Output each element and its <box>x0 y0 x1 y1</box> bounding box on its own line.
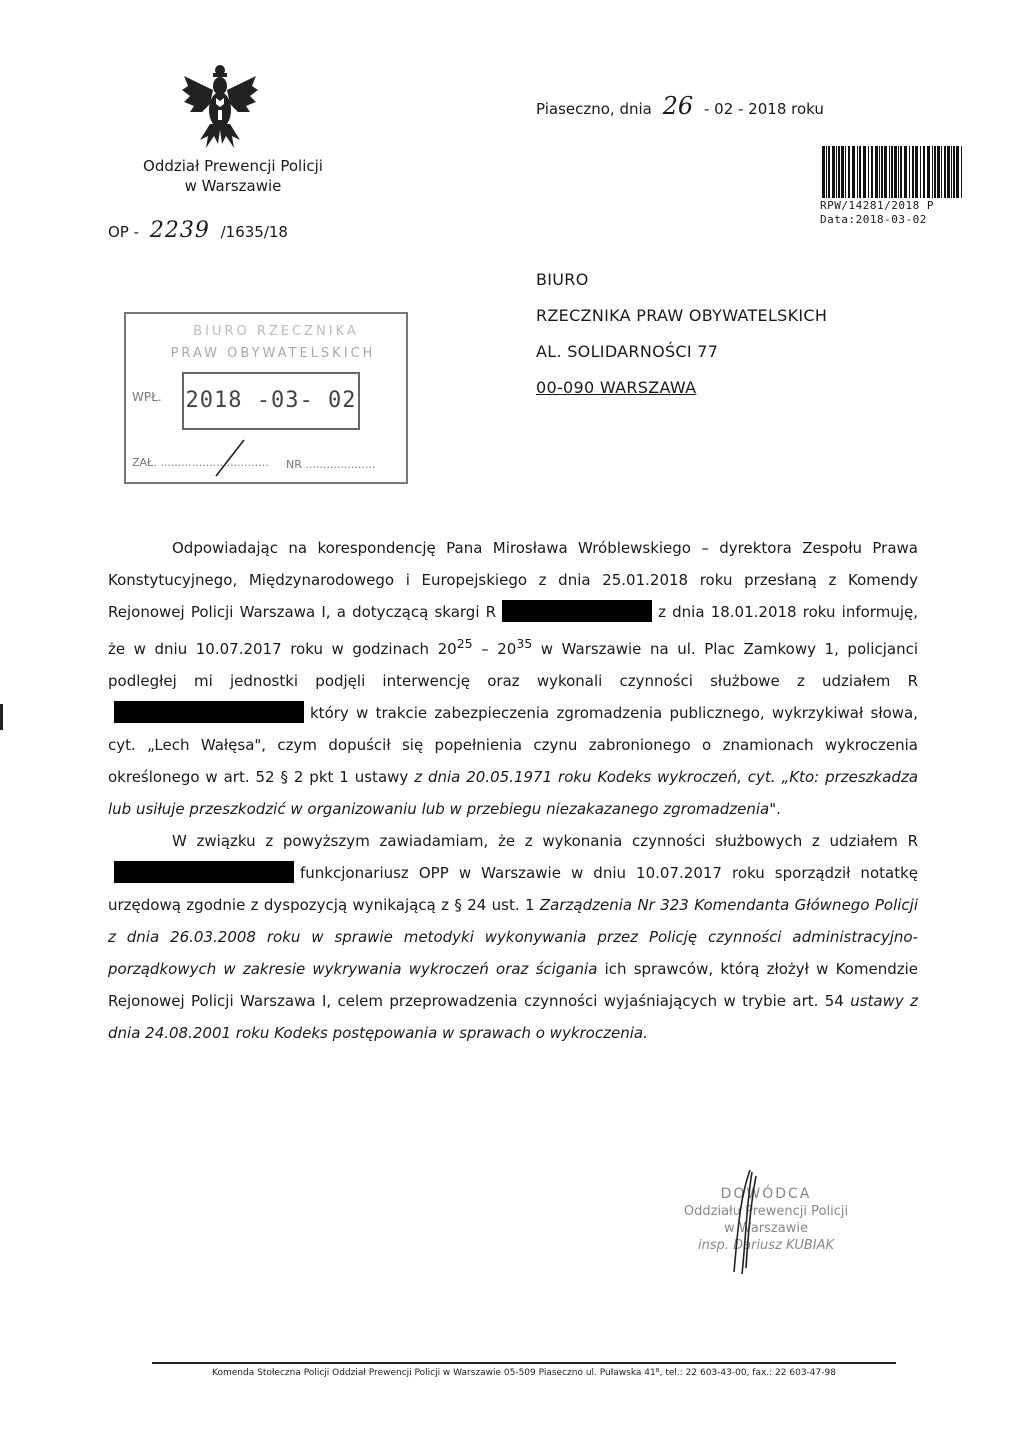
letter-body <box>108 532 918 1049</box>
date-suffix: - 02 - 2018 roku <box>703 100 824 118</box>
sender-name: Oddział Prewencji Policji <box>143 157 323 175</box>
date-handwritten-day: 26 <box>662 92 694 120</box>
stamp-pen-stroke <box>126 314 406 482</box>
signature-title: DOWÓDCA <box>720 1186 812 1202</box>
sender-city: w Warszawie <box>184 177 282 195</box>
date-prefix: Piaseczno, dnia <box>536 100 652 118</box>
barcode-number: RPW/14281/2018 P <box>820 199 934 212</box>
signature-city: w Warszawie <box>724 1221 808 1236</box>
barcode <box>820 146 966 198</box>
footer-divider <box>152 1362 896 1364</box>
signature-unit: Oddziału Prewencji Policji <box>683 1204 849 1219</box>
stamp-wpl-label: WPŁ. <box>132 390 162 404</box>
ref-suffix: /1635/18 <box>220 223 288 241</box>
recipient-address <box>536 262 827 406</box>
recipient-line-4: 00-090 WARSZAWA <box>536 378 697 397</box>
signature-block <box>676 1186 856 1254</box>
scan-margin-mark <box>0 704 3 730</box>
barcode-date: Data:2018-03-02 <box>820 213 927 226</box>
recipient-line-3: AL. SOLIDARNOŚCI 77 <box>536 342 719 361</box>
redaction-bar <box>114 861 294 883</box>
stamp-nr-label: NR .................... <box>286 458 376 471</box>
paragraph-1: Odpowiadając na korespondencję Pana Mirosława Wróblewskiego – dyrektora Zespołu Prawa Konstytucyjnego, Międzynarodowego i Europejskiego z dnia 25.01.2018 roku przesłaną z Komendy Rejonowej Policji Warszawa I, a dotyczącą skargi R z dnia 18.01.2018 roku informuję, że w dniu 10.07.2017 roku w godzinach $20^{25} - 20^{35}$ w Warszawie na ul. Plac Zamkowy 1, policjanci podległej mi jednostki podjęli interwencję oraz wykonali czynności służbowe z udziałem Rktóry w trakcie zabezpieczenia zgromadzenia publicznego, wykrzykiwał słowa, cyt. „Lech Wałęsa", czym dopuścił się popełnienia czynu zabronionego o znamionach wykroczenia określonego w art. 52 § 2 pkt 1 ustawy z dnia 20.05.1971 roku Kodeks wykroczeń, cyt. „Kto: przeszkadza lub usiłuje przeszkodzić w organizowaniu lub w przebiegu niezakazanego zgromadzenia". <box>108 539 919 818</box>
handwritten-signature <box>720 1168 780 1278</box>
ref-prefix: OP - <box>108 223 140 241</box>
redaction-bar <box>114 701 304 723</box>
barcode-caption <box>820 199 934 227</box>
recipient-line-1: BIURO <box>536 270 589 289</box>
polish-eagle-emblem <box>180 64 260 154</box>
stamp-line-2: PRAW OBYWATELSKICH <box>170 346 376 361</box>
reference-number <box>108 218 288 243</box>
footer-address: Komenda Stołeczna Policji Oddział Prewencji Policji w Warszawie 05-509 Piaseczno ul. Puławska 41ᴮ, tel.: 22 603-43-00, fax.: 22 603-47-98 <box>212 1368 836 1378</box>
signature-name: insp. Dariusz KUBIAK <box>697 1238 835 1253</box>
date-line <box>536 92 824 120</box>
stamp-line-1: BIURO RZECZNIKA <box>193 324 359 339</box>
paragraph-2: W związku z powyższym zawiadamiam, że z wykonania czynności służbowych z udziałem Rfunkcjonariusz OPP w Warszawie w dniu 10.07.2017 roku sporządził notatkę urzędową zgodnie z dyspozycją wynikającą z § 24 ust. 1 Zarządzenia Nr 323 Komendanta Głównego Policji z dnia 26.03.2008 roku w sprawie metodyki wykonywania przez Policję czynności administracyjno-porządkowych w zakresie wykrywania wykroczeń oraz ścigania ich sprawców, którą złożył w Komendzie Rejonowej Policji Warszawa I, celem przeprowadzenia czynności wyjaśniających w trybie art. 54 ustawy z dnia 24.08.2001 roku Kodeks postępowania w sprawach o wykroczenia. <box>108 832 918 1042</box>
stamp-date: 2018 -03- 02 <box>182 372 360 430</box>
receipt-stamp <box>124 312 408 484</box>
stamp-zal-label: ZAŁ. ............................... <box>132 456 269 469</box>
sender-block <box>108 156 358 196</box>
redaction-bar <box>502 600 652 622</box>
ref-handwritten: 2239 <box>149 218 210 243</box>
recipient-line-2: RZECZNIKA PRAW OBYWATELSKICH <box>536 306 828 325</box>
